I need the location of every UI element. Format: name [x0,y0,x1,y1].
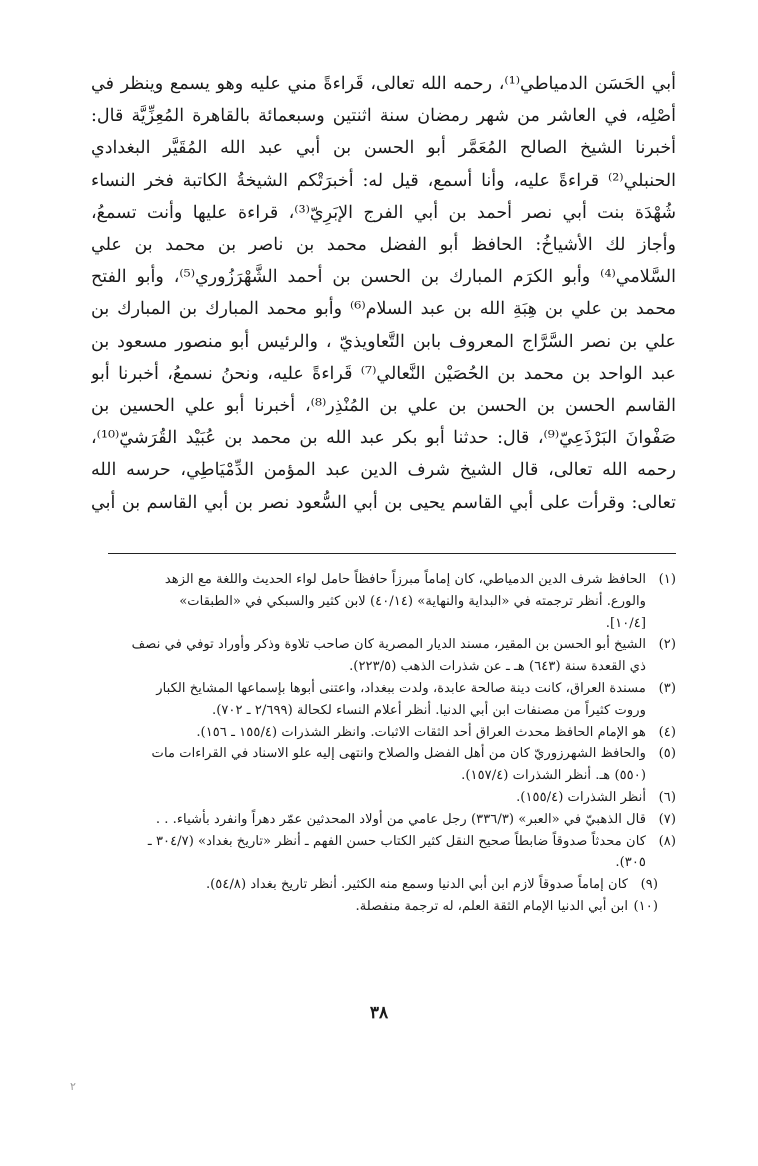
text-line: تعالى: وقرأت على أبي القاسم يحيى بن أبي السُّعود نصر بن أبي القاسم بن أبي [91,492,676,513]
footnote-text [91,831,646,875]
footnote [91,896,676,918]
text-line: علي بن نصر السَّرَّاج المعروف بابن التَّعاويذيّ ، والرئيس أبو منصور مسعود بن [91,331,676,352]
footnote [91,743,676,787]
footnote [91,831,676,875]
footnote-line: ذي القعدة سنة (٦٤٣) هـ ـ عن شذرات الذهب (٢٢٣/٥). [349,659,646,675]
text-line: شُهْدَة بنت أبي نصر أحمد بن أبي الفرج الإبَرِيّ⁽³⁾، قراءة عليها وأنت تسمعُ، [91,202,676,223]
footnote-line: كان محدثاً صدوقاً ضابطاً صحيح النقل كثير الكتاب حسن الفهم ـ أنظر «تاريخ بغداد» (٣٠٤/٧ ـ [147,833,646,849]
text-line: محمد بن علي بن هِبَةِ الله بن عبد السلام⁽⁶⁾ وأبو محمد المبارك بن المبارك بن [91,299,676,320]
footnote-number: (٨) [658,833,676,849]
text-line: أبي الحَسَن الدمياطي⁽¹⁾، رحمه الله تعالى، قَراءةً مني عليه وهو يسمع وينظر في [91,74,676,94]
footnote-separator [108,553,676,554]
footnote-line: كان إماماً صدوقاً لازم ابن أبي الدنيا وسمع منه الكثير. أنظر تاريخ بغداد (٥٤/٨). [205,877,628,893]
footnotes-block [91,569,676,918]
text-line: أخبرنا الشيخ الصالح المُعَمَّر أبو الحسن بن أبي عبد الله المُقَيَّر البغدادي [91,138,676,159]
footnote-number: (٥) [658,746,676,762]
footnote-text [91,809,646,831]
footnote-line: الحافظ شرف الدين الدمياطي، كان إماماً مبرزاً حافظاً حامل لواء الحديث واللغة مع الزهد [164,572,646,587]
footnote-line: قال الذهبيّ في «العبر» (٣٣٦/٣) رجل عامي من أولاد المحدثين عمّر دهراً وانفرد بأشياء. . . [155,811,646,827]
footnote-line: ابن أبي الدنيا الإمام الثقة العلم، له ترجمة منفصلة. [355,898,628,914]
text-line: عبد الواحد بن محمد بن الحُصَيْن النَّعالي⁽⁷⁾ قَراءةً عليه، ونحنُ نسمعُ، أخبرنا أبو [91,363,676,384]
footnote [91,569,676,634]
footnote-text [91,743,646,787]
footnote-number: (٦) [658,789,676,805]
text-line: صَفْوانَ البَرْذَعِيّ⁽⁹⁾، قال: حدثنا أبو بكر عبد الله بن محمد بن عُبَيْد القُرَشيّ⁽¹⁰⁾، [91,428,676,449]
margin-mark: ٢ [70,1080,76,1093]
footnote-text [91,896,628,918]
footnote-line: هو الإمام الحافظ محدث العراق أحد الثقات الاثبات. وانظر الشذرات (١٥٥/٤ ـ ١٥٦). [196,724,646,740]
footnote [91,634,676,678]
footnote-number: (٤) [658,724,676,740]
footnote-number: (١) [658,572,676,587]
footnote-line: أنظر الشذرات (١٥٥/٤). [516,789,646,805]
text-line: وأجاز لك الأشياخُ: الحافظ أبو الفضل محمد بن ناصر بن محمد بن علي [91,235,676,256]
footnote-line: وروت كثيراً من مصنفات ابن أبي الدنيا. أنظر أعلام النساء لكحالة (٢/٦٩٩ ـ ٧٠٢). [212,702,646,718]
text-line: السَّلامي⁽⁴⁾ وأبو الكرَم المبارك بن الحسن بن أحمد الشَّهْرَزُوري⁽⁵⁾، وأبو الفتح [91,267,676,288]
footnote-number: (٩) [640,877,658,893]
footnote-line: والحافظ الشهرزوريّ كان من أهل الفضل والصلاح وانتهى إليه علو الاسناد في القراءات مات [151,746,646,762]
footnote [91,787,676,809]
footnote-text [91,678,646,722]
footnote-text [91,787,646,809]
text-line: الحنبلي⁽²⁾ قراءةً عليه، وأنا أسمع، قيل له: أخبرَتْكم الشيخةُ الكاتبة فخر النساء [91,170,676,191]
footnote-number: (٧) [658,811,676,827]
text-line: أصْلِه، في العاشر من شهر رمضان سنة اثنتين وسبعمائة بالقاهرة المُعِزِّيَّة قال: [91,106,676,127]
page-number: ٣٨ [369,1003,389,1023]
footnote [91,678,676,722]
footnote-line: ٣٠٥). [615,855,646,871]
footnote-number: (٢) [658,637,676,653]
footnote-number: (١٠) [633,898,658,914]
footnote-text [91,569,646,634]
footnote-number: (٣) [658,680,676,696]
footnote-text [91,634,646,678]
footnote-line: (٥٥٠) هـ. أنظر الشذرات (١٥٧/٤). [461,768,646,784]
main-text-block [91,68,676,519]
footnote [91,809,676,831]
footnote-line: والورع. أنظر ترجمته في «البداية والنهاية» (٤٠/١٤) لابن كثير والسبكي في «الطبقات» [179,593,646,609]
footnote [91,722,676,744]
text-line: القاسم الحسن بن الحسن بن علي بن المُنْذِر⁽⁸⁾، أخبرنا أبو علي الحسين بن [91,396,676,417]
footnote [91,874,676,896]
footnote-line: [١٠/٤]. [605,615,646,631]
footnote-text [91,722,646,744]
footnote-text [91,874,628,896]
footnote-line: مسندة العراق، كانت دينة صالحة عابدة، ولدت ببغداد، واعتنى أبوها بإسماعها المشايخ الكبار [156,680,646,696]
footnote-line: الشيخ أبو الحسن بن المقير، مسند الديار المصرية كان صاحب تلاوة وذكر وأوراد توفي في نصف [131,637,646,653]
text-line: رحمه الله تعالى، قال الشيخ شرف الدين عبد المؤمن الدِّمْيَاطِي، حرسه الله [91,460,676,481]
